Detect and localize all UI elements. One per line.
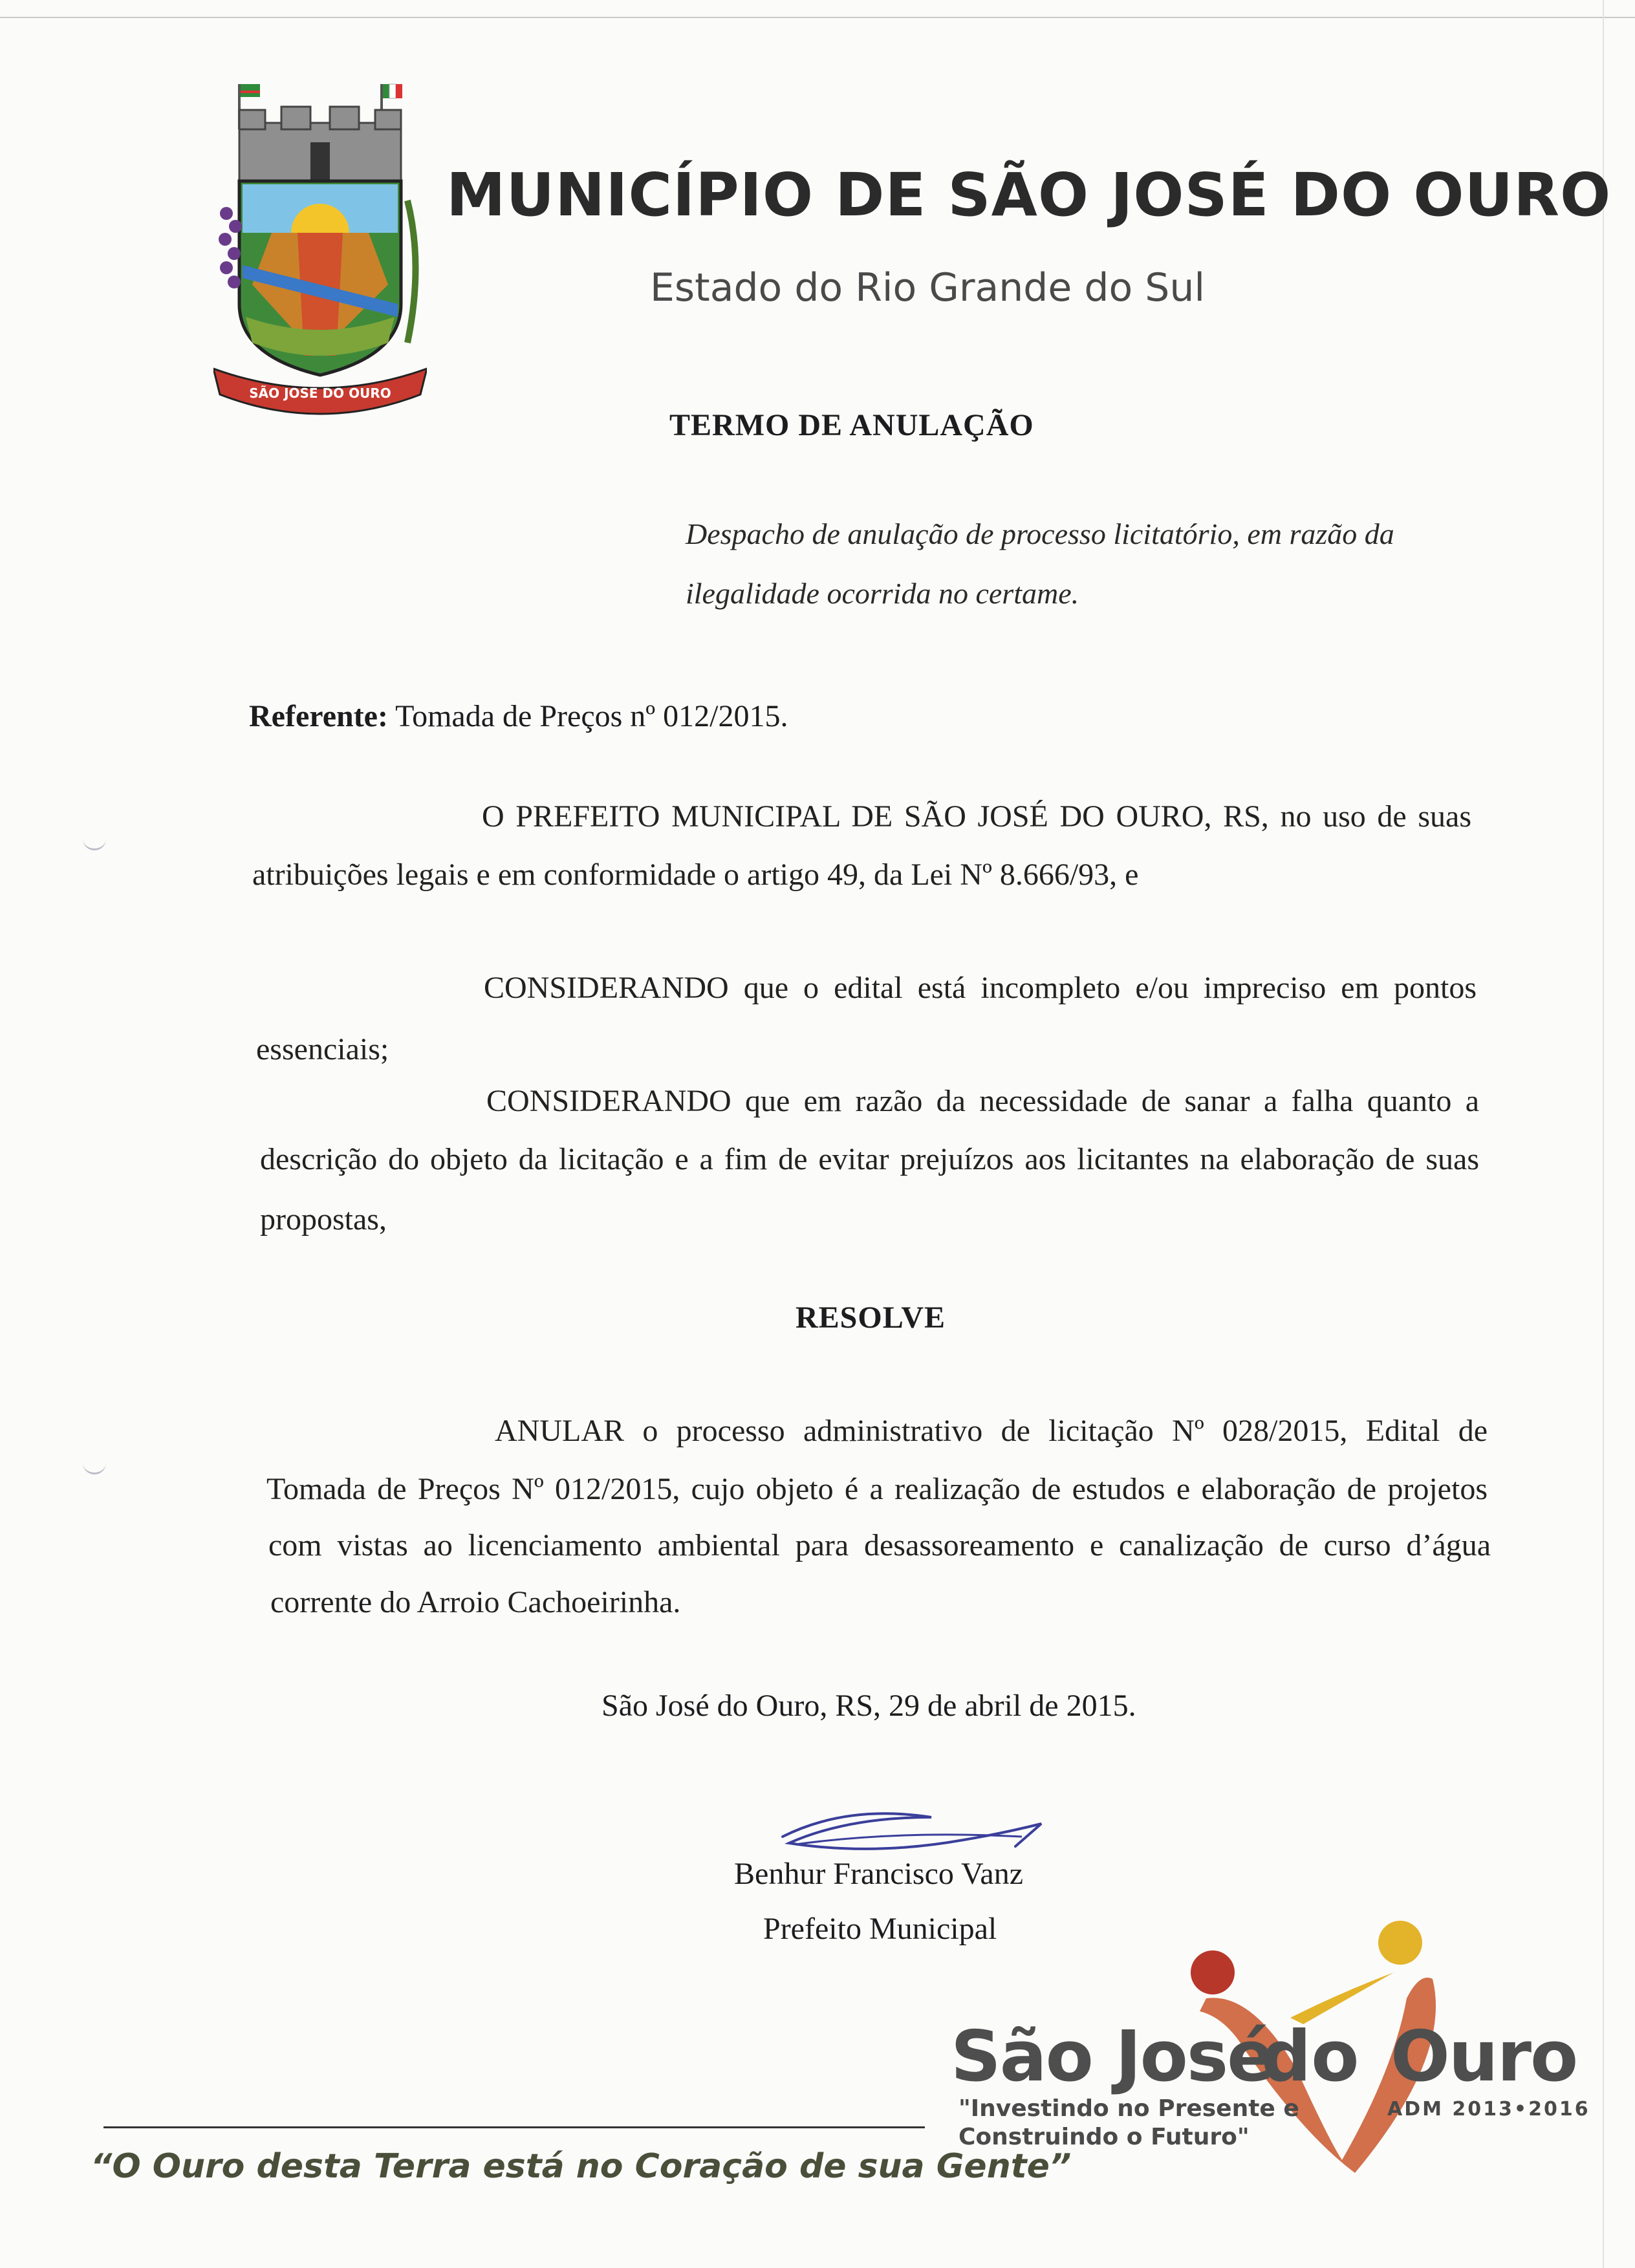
considering-line: CONSIDERANDO que em razão da necessidade de sanar a falha quanto a	[486, 1084, 1479, 1118]
date-line: São José do Ouro, RS, 29 de abril de 2015.	[601, 1689, 1136, 1723]
considering-line: descrição do objeto da licitação e a fim de evitar prejuízos aos licitantes na elaboração de suas	[260, 1142, 1479, 1176]
footer-motto: “O Ouro desta Terra está no Coração de sua Gente”	[91, 2147, 1072, 2186]
logo-slogan-line-2: Construindo o Futuro"	[958, 2124, 1250, 2150]
logo-slogan-line-1: "Investindo no Presente e	[958, 2095, 1299, 2122]
punch-hole-mark	[83, 834, 106, 850]
reference-line	[249, 698, 788, 734]
resolution-line: Tomada de Preços Nº 012/2015, cujo objeto é a realização de estudos e elaboração de projetos	[266, 1472, 1488, 1506]
reference-value: Tomada de Preços nº 012/2015.	[395, 699, 788, 733]
logo-name-part-1: São José	[951, 2016, 1273, 2097]
intro-line: atribuições legais e em conformidade o artigo 49, da Lei Nº 8.666/93, e	[252, 858, 1139, 892]
resolution-line: ANULAR o processo administrativo de licitação Nº 028/2015, Edital de	[495, 1414, 1488, 1448]
footer-rule	[103, 2126, 925, 2128]
intro-line: O PREFEITO MUNICIPAL DE SÃO JOSÉ DO OURO, RS, no uso de suas	[482, 799, 1471, 834]
logo-administration: ADM 2013•2016	[1387, 2098, 1590, 2121]
coat-of-arms-banner: SÃO JOSÉ DO OURO	[249, 385, 391, 401]
coat-of-arms-icon	[213, 71, 427, 420]
page-right-edge	[1603, 0, 1604, 2268]
logo-name-part-2: do	[1261, 2016, 1359, 2097]
document-title: TERMO DE ANULAÇÃO	[669, 408, 1034, 442]
considering-line: propostas,	[260, 1202, 387, 1237]
page-top-edge	[0, 17, 1635, 18]
reference-label: Referente:	[249, 699, 388, 733]
resolution-line: com vistas ao licenciamento ambiental para desassoreamento e canalização de curso d’água	[268, 1528, 1491, 1562]
logo-name-part-3: Ouro	[1391, 2016, 1577, 2097]
state-subtitle: Estado do Rio Grande do Sul	[650, 265, 1206, 310]
considering-line: CONSIDERANDO que o edital está incompleto e/ou impreciso em pontos	[484, 971, 1477, 1005]
signer-role: Prefeito Municipal	[763, 1912, 997, 1946]
document-summary: Despacho de anulação de processo licitatório, em razão da ilegalidade ocorrida no certame.	[686, 517, 1394, 610]
resolution-line: corrente do Arroio Cachoeirinha.	[270, 1585, 681, 1619]
resolve-heading: RESOLVE	[796, 1301, 946, 1335]
considering-line: essenciais;	[256, 1032, 389, 1066]
signer-name: Benhur Francisco Vanz	[734, 1857, 1023, 1891]
punch-hole-mark	[83, 1458, 106, 1474]
municipality-title: MUNICÍPIO DE SÃO JOSÉ DO OURO	[446, 160, 1612, 230]
